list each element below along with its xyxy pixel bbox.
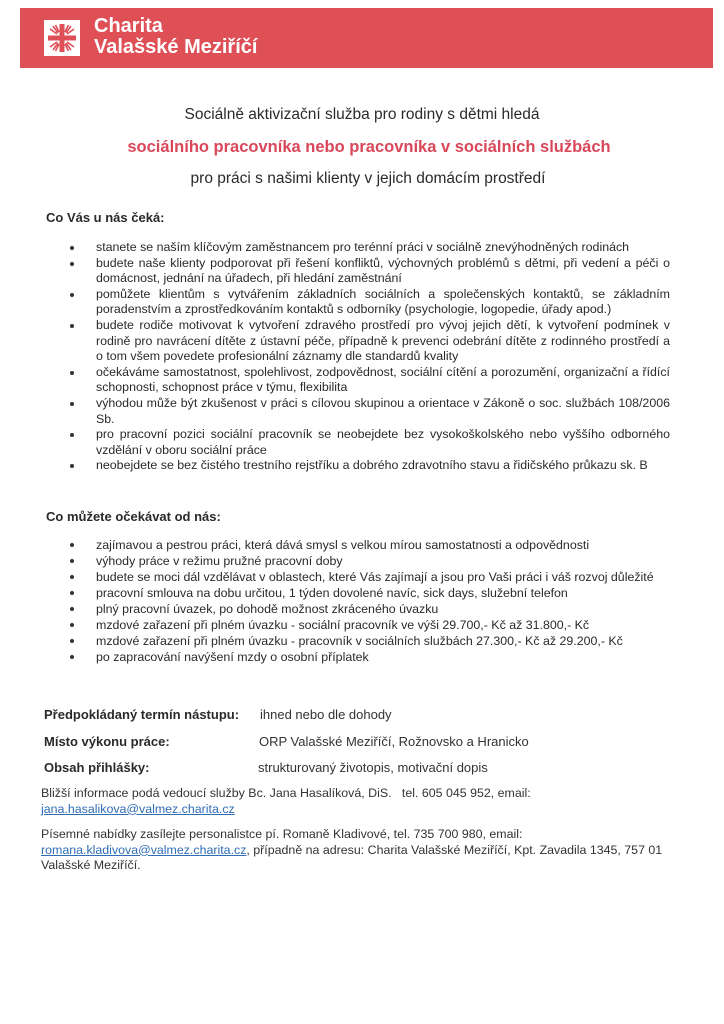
apply-text: Písemné nabídky zasílejte personalistce pí. Romaně Kladivové, tel. 735 700 980, email: — [41, 827, 523, 841]
apply-email-link[interactable]: romana.kladivova@valmez.charita.cz — [41, 842, 247, 857]
more-info-text: Bližší informace podá vedoucí služby Bc. Jana Hasalíková, DiS. tel. 605 045 952, email: — [41, 786, 531, 800]
list-item: budete rodiče motivovat k vytvoření zdravého prostředí pro vývoj jejich dětí, k vytvoření podmínek v rodině pro navrácení dítěte z ústavní péče, případně k prevenci odebrání dítěte z rodinného prostředí a o tom všem povedete profesionální záznamy dle standardů kvality — [96, 318, 670, 365]
list-item: neobejdete se bez čistého trestního rejstříku a dobrého zdravotního stavu a řidičského průkazu sk. B — [96, 458, 670, 474]
bullet-icon — [70, 464, 74, 468]
application-label: Obsah přihlášky: — [44, 760, 150, 775]
brand-name — [94, 16, 257, 58]
intro-line-3: pro práci s našimi klienty v jejich domácím prostředí — [190, 170, 546, 187]
application-value: strukturovaný životopis, motivační dopis — [258, 760, 488, 775]
list-item: očekáváme samostatnost, spolehlivost, zodpovědnost, sociální cítění a porozumění, organizační a řídící schopnosti, schopnost práce v týmu, flexibilita — [96, 365, 670, 396]
list-item: stanete se naším klíčovým zaměstnancem pro terénní práci v sociálně znevýhodněných rodinách — [96, 240, 670, 256]
list-item: výhody práce v režimu pružné pracovní doby — [96, 553, 670, 569]
bullet-icon — [70, 262, 74, 266]
list-item: mzdové zařazení při plném úvazku - pracovník v sociálních službách 27.300,- Kč až 29.200,- Kč — [96, 633, 670, 649]
header-banner — [20, 8, 713, 68]
list-item: výhodou může být zkušenost v práci s cílovou skupinou a orientace v Zákoně o soc. službách 108/2006 Sb. — [96, 396, 670, 427]
work-place-label: Místo výkonu práce: — [44, 734, 170, 749]
caritas-cross-icon — [47, 23, 77, 53]
brand-line-2: Valašské Meziříčí — [94, 36, 258, 58]
apply-paragraph — [41, 827, 681, 874]
brand-line-1: Charita — [94, 15, 163, 37]
bullet-icon — [70, 324, 74, 328]
info-email-link[interactable]: jana.hasalikova@valmez.charita.cz — [41, 801, 235, 816]
bullet-icon — [70, 543, 74, 547]
bullet-icon — [70, 591, 74, 595]
bullet-icon — [70, 639, 74, 643]
bullet-icon — [70, 371, 74, 375]
list-item: pro pracovní pozici sociální pracovník se neobejdete bez vysokoškolského nebo vyššího odborného vzdělání v oboru sociální práce — [96, 427, 670, 458]
what-awaits-list — [96, 240, 670, 474]
bullet-icon — [70, 402, 74, 406]
logo — [44, 20, 80, 56]
list-item: po zapracování navýšení mzdy o osobní příplatek — [96, 649, 670, 665]
list-item: zajímavou a pestrou práci, která dává smysl s velkou mírou samostatnosti a odpovědnosti — [96, 537, 670, 553]
section-heading-what-awaits: Co Vás u nás čeká: — [46, 210, 165, 225]
bullet-icon — [70, 623, 74, 627]
what-we-offer-list — [96, 537, 670, 665]
apply-address: , případně na adresu: Charita Valašské Meziříčí, Kpt. Zavadila 1345, 757 01 Valašské Meziříčí. — [41, 842, 663, 873]
bullet-icon — [70, 293, 74, 297]
list-item: pracovní smlouva na dobu určitou, 1 týden dovolené navíc, sick days, služební telefon — [96, 585, 670, 601]
bullet-icon — [70, 607, 74, 611]
more-info-paragraph — [41, 786, 681, 817]
bullet-icon — [70, 655, 74, 659]
work-place-value: ORP Valašské Meziříčí, Rožnovsko a Hranicko — [259, 734, 529, 749]
list-item: pomůžete klientům s vytvářením základních sociálních a společenských kontaktů, se základním poradenstvím a zprostředkováním kontaktů s odborníky (psychologie, logopedie, úřady apod.) — [96, 287, 670, 318]
list-item: plný pracovní úvazek, po dohodě možnost zkráceného úvazku — [96, 601, 670, 617]
section-heading-what-we-offer: Co můžete očekávat od nás: — [46, 509, 221, 524]
list-item: budete se moci dál vzdělávat v oblastech, které Vás zajímají a jsou pro Vaši práci i váš rozvoj důležité — [96, 569, 670, 585]
bullet-icon — [70, 575, 74, 579]
start-date-value: ihned nebo dle dohody — [260, 707, 392, 722]
list-item: budete naše klienty podporovat při řešení konfliktů, výchovných problémů s dětmi, při vedení a péči o domácnost, jednání na úřadech, při hledání zaměstnání — [96, 256, 670, 287]
list-item: mzdové zařazení při plném úvazku - sociální pracovník ve výši 29.700,- Kč až 31.800,- Kč — [96, 617, 670, 633]
job-title: sociálního pracovníka nebo pracovníka v sociálních službách — [127, 138, 611, 156]
bullet-icon — [70, 433, 74, 437]
job-title-block — [0, 106, 724, 188]
intro-line-1: Sociálně aktivizační služba pro rodiny s dětmi hledá — [184, 106, 540, 123]
bullet-icon — [70, 246, 74, 250]
start-date-label: Předpokládaný termín nástupu: — [44, 707, 240, 722]
bullet-icon — [70, 559, 74, 563]
